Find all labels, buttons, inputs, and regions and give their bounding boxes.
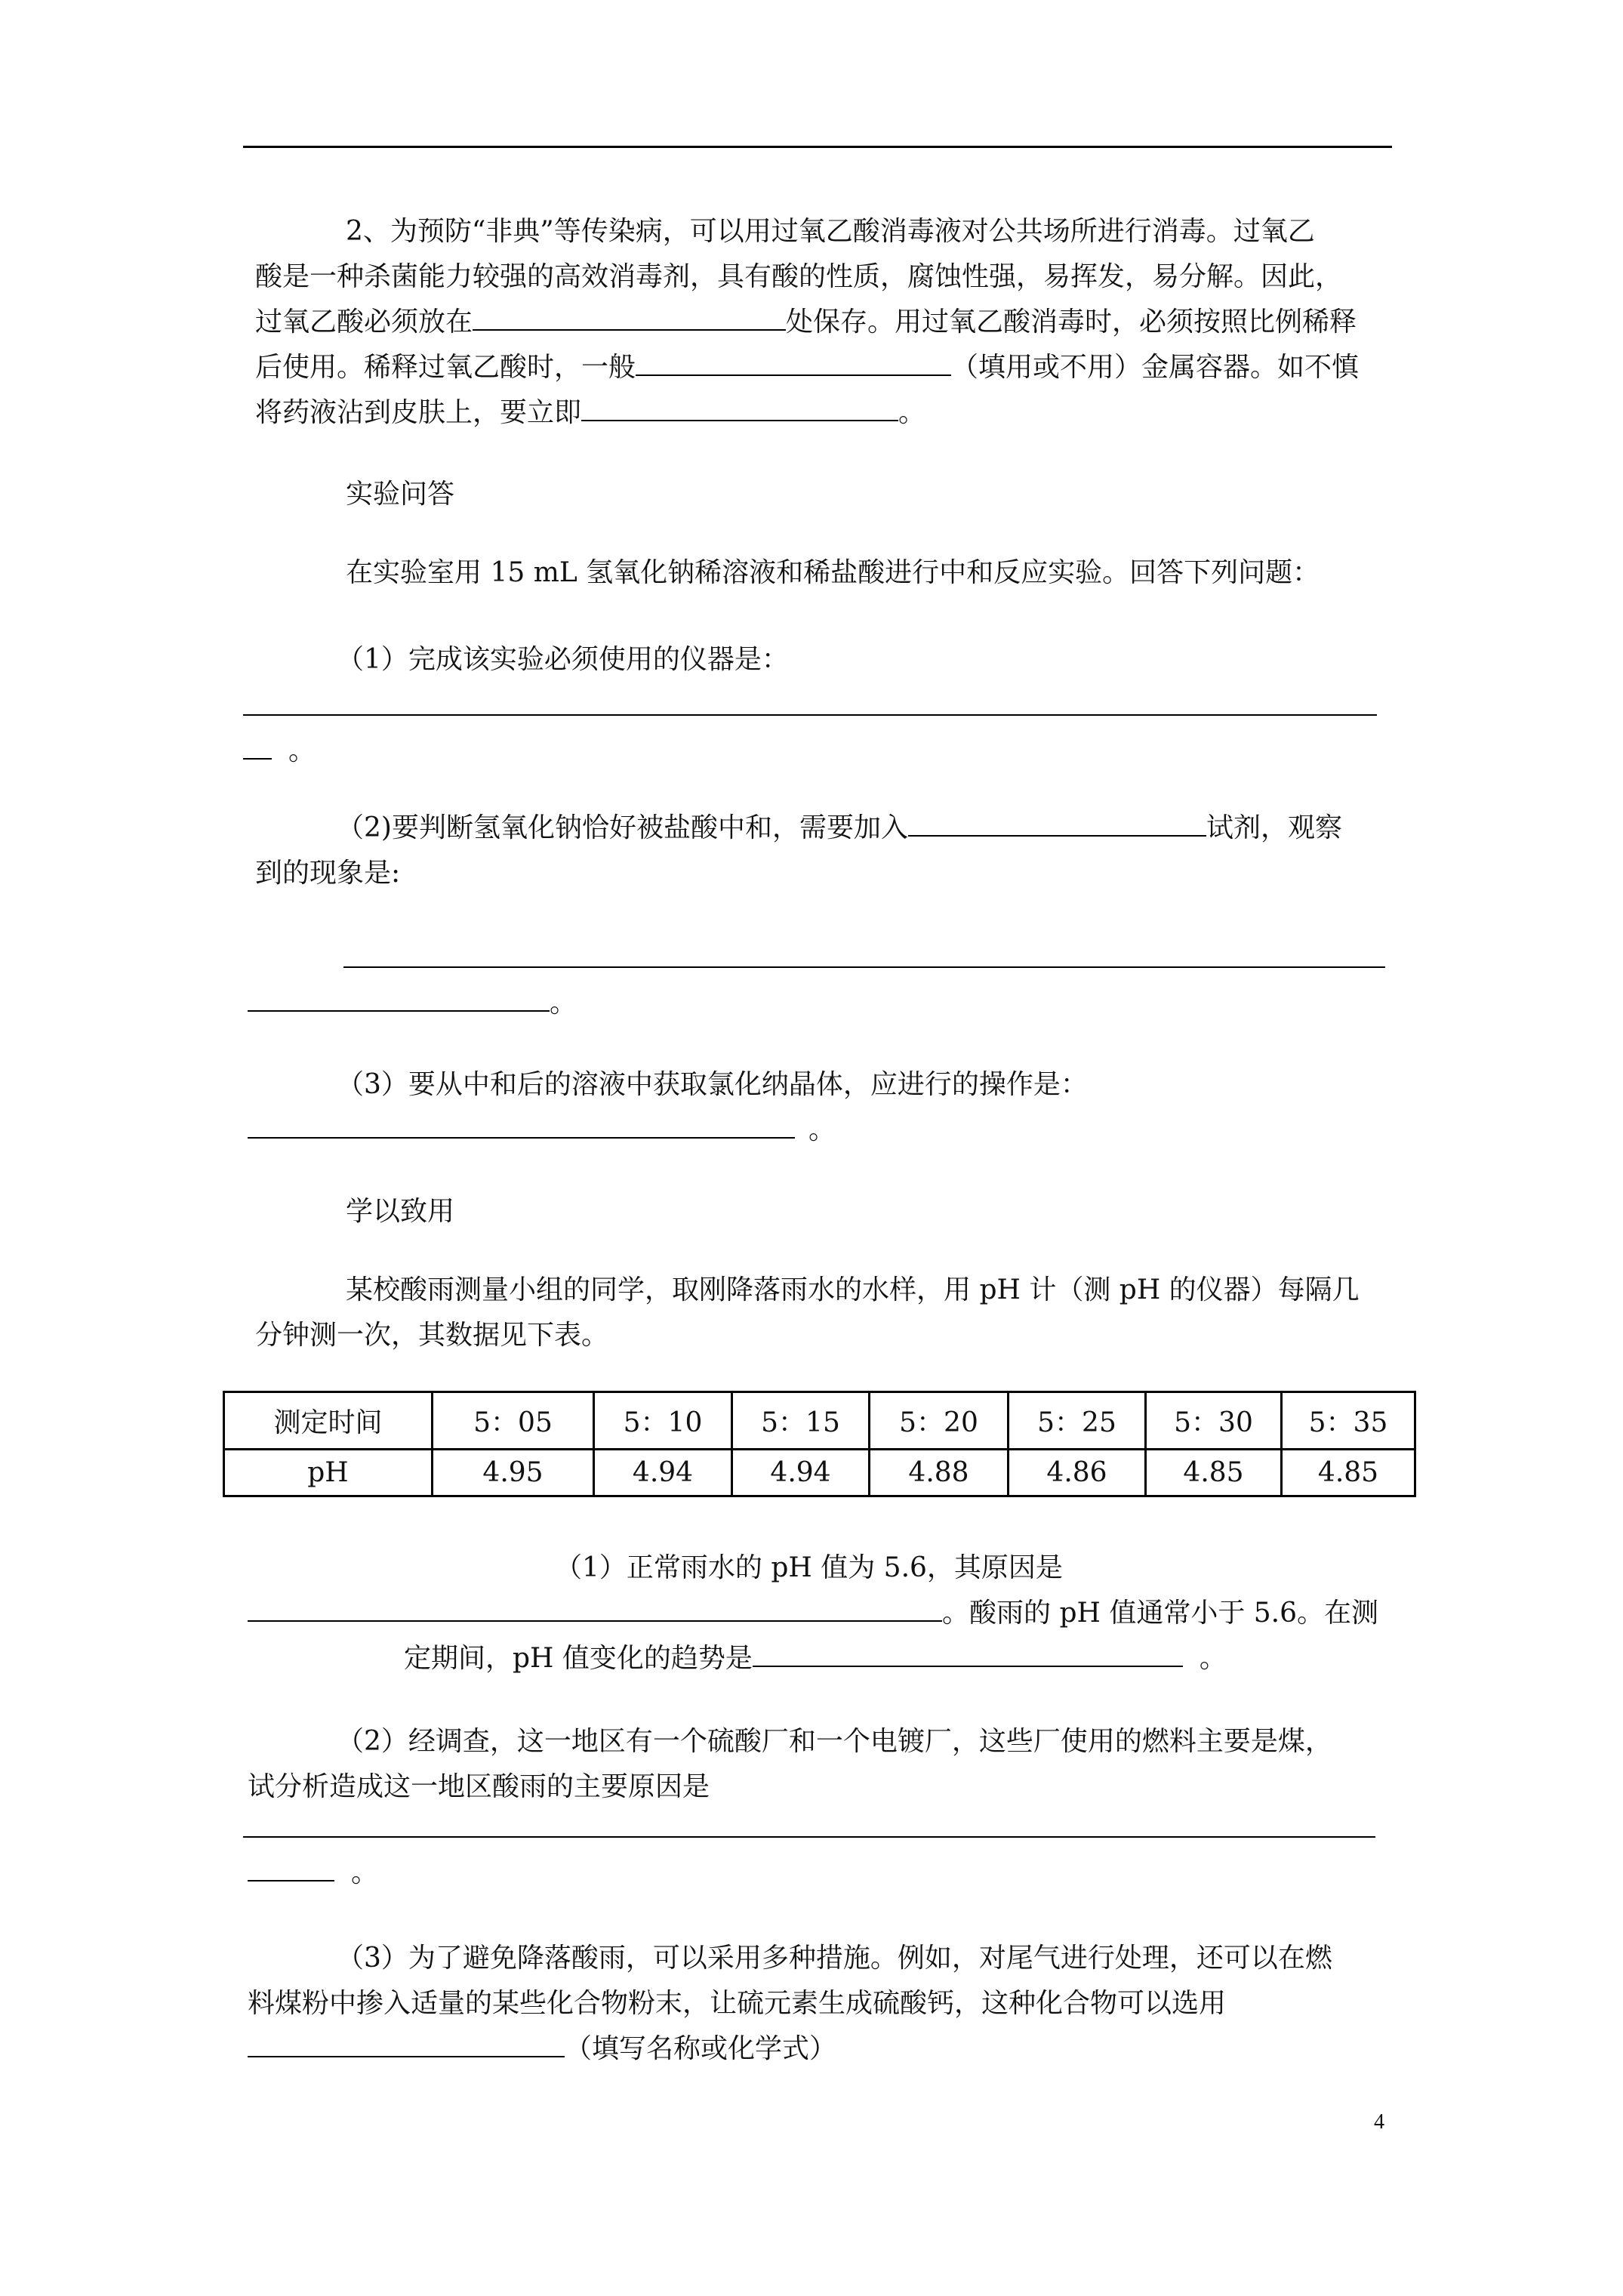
table-cell: 4.85 (1146, 1450, 1282, 1496)
exp-p2-tail: 试剂，观察 (1206, 812, 1342, 843)
q2-line-3-tail: 处保存。用过氧乙酸消毒时，必须按照比例稀释 (786, 307, 1357, 337)
q2-line-3-text: 过氧乙酸必须放在 (255, 307, 473, 337)
container-blank[interactable] (636, 347, 951, 376)
q2-line-4 (255, 346, 1359, 384)
q2-line-5-tail: 。 (898, 397, 926, 428)
table-cell: 4.95 (433, 1450, 594, 1496)
rain-q2-end (248, 1851, 378, 1890)
q2-line-4-tail: （填用或不用）金属容器。如不慎 (951, 352, 1360, 383)
rain-q3-a: （3）为了避免降落酸雨，可以采用多种措施。例如，对尾气进行处理，还可以在燃 (337, 1943, 1332, 1974)
rain-q3-c (248, 2027, 836, 2066)
rain-q2-a: （2）经调查，这一地区有一个硫酸厂和一个电镀厂，这些厂使用的燃料主要是煤， (337, 1726, 1332, 1757)
q2-line-4-text: 后使用。稀释过氧乙酸时，一般 (255, 352, 636, 383)
table-row (224, 1450, 1415, 1496)
exp-intro: 在实验室用 15 mL 氢氧化钠稀溶液和稀盐酸进行中和反应实验。回答下列问题： (346, 557, 1320, 588)
reason-blank[interactable] (248, 1593, 942, 1622)
answer-line-p1[interactable] (243, 714, 1377, 716)
apply-intro-2: 分钟测一次，其数据见下表。 (255, 1320, 609, 1351)
q2-line-2: 酸是一种杀菌能力较强的高效消毒剂，具有酸的性质，腐蚀性强，易挥发，易分解。因此， (255, 261, 1343, 292)
q2-line-5-text: 将药液沾到皮肤上，要立即 (255, 397, 582, 428)
exp-p3-period: 。 (808, 1114, 836, 1145)
exp-heading: 实验问答 (346, 479, 455, 510)
exp-p2 (337, 806, 1342, 845)
q2-line-5 (255, 391, 925, 430)
reagent-blank[interactable] (908, 808, 1206, 837)
exp-p2-period: 。 (550, 988, 577, 1019)
exp-p2-end (248, 982, 577, 1020)
answer-line-p2-cont[interactable] (248, 983, 550, 1012)
answer-line-p2[interactable] (343, 966, 1385, 968)
rain-q1-c-text: 定期间，pH 值变化的趋势是 (404, 1643, 753, 1674)
ph-data-table (223, 1391, 1416, 1497)
table-cell: 5：35 (1282, 1392, 1415, 1450)
skin-blank[interactable] (581, 393, 898, 421)
table-cell: 4.94 (732, 1450, 870, 1496)
table-cell: 4.86 (1009, 1450, 1146, 1496)
table-cell: 4.85 (1282, 1450, 1415, 1496)
operation-blank[interactable] (248, 1110, 795, 1139)
exp-p3-end (248, 1108, 836, 1147)
table-cell: 5：15 (732, 1392, 870, 1450)
rain-q1-period: 。 (1199, 1643, 1227, 1674)
q2-line-1: 2、为预防“非典”等传染病，可以用过氧乙酸消毒液对公共场所进行消毒。过氧乙 (346, 216, 1315, 247)
exp-p1: （1）完成该实验必须使用的仪器是： (337, 644, 789, 675)
answer-line-p1-cont[interactable] (243, 731, 272, 760)
table-cell: 4.88 (870, 1450, 1009, 1496)
exp-p1-end (243, 729, 316, 768)
exp-p2-text: （2)要判断氢氧化钠恰好被盐酸中和，需要加入 (337, 812, 908, 843)
exp-p3: （3）要从中和后的溶液中获取氯化纳晶体，应进行的操作是： (337, 1069, 1088, 1100)
answer-line-rain-q2[interactable] (243, 1836, 1375, 1838)
rain-q1-c (404, 1637, 1227, 1675)
table-cell: 5：30 (1146, 1392, 1282, 1450)
rain-q2-period: 。 (351, 1857, 379, 1888)
header-rule (243, 146, 1392, 148)
table-header-cell: 测定时间 (224, 1392, 433, 1450)
compound-blank[interactable] (248, 2029, 565, 2057)
table-header-cell: pH (224, 1450, 433, 1496)
rain-q3-b: 料煤粉中掺入适量的某些化合物粉末，让硫元素生成硫酸钙，这种化合物可以选用 (248, 1988, 1227, 2019)
rain-q1-a: （1）正常雨水的 pH 值为 5.6，其原因是 (555, 1552, 1063, 1583)
table-cell: 5：20 (870, 1392, 1009, 1450)
rain-q2-b: 试分析造成这一地区酸雨的主要原因是 (248, 1771, 710, 1802)
table-cell: 5：10 (594, 1392, 732, 1450)
apply-heading: 学以致用 (346, 1196, 455, 1227)
page-number: 4 (1374, 2110, 1384, 2134)
apply-intro-1: 某校酸雨测量小组的同学，取刚降落雨水的水样，用 pH 计（测 pH 的仪器）每隔几 (346, 1274, 1360, 1305)
rain-q1-b (248, 1592, 1378, 1630)
rain-q1-b-text: 。酸雨的 pH 值通常小于 5.6。在测 (942, 1598, 1379, 1629)
rain-q3-c-text: （填写名称或化学式） (565, 2033, 837, 2064)
trend-blank[interactable] (753, 1638, 1183, 1667)
answer-line-rain-q2-cont[interactable] (248, 1853, 334, 1881)
table-cell: 5：25 (1009, 1392, 1146, 1450)
exp-p2-cont: 到的现象是: (255, 858, 401, 889)
table-cell: 4.94 (594, 1450, 732, 1496)
q2-line-3 (255, 300, 1357, 339)
table-cell: 5：05 (433, 1392, 594, 1450)
table-row (224, 1392, 1415, 1450)
exp-p1-period: 。 (288, 735, 316, 766)
storage-blank[interactable] (473, 302, 786, 331)
